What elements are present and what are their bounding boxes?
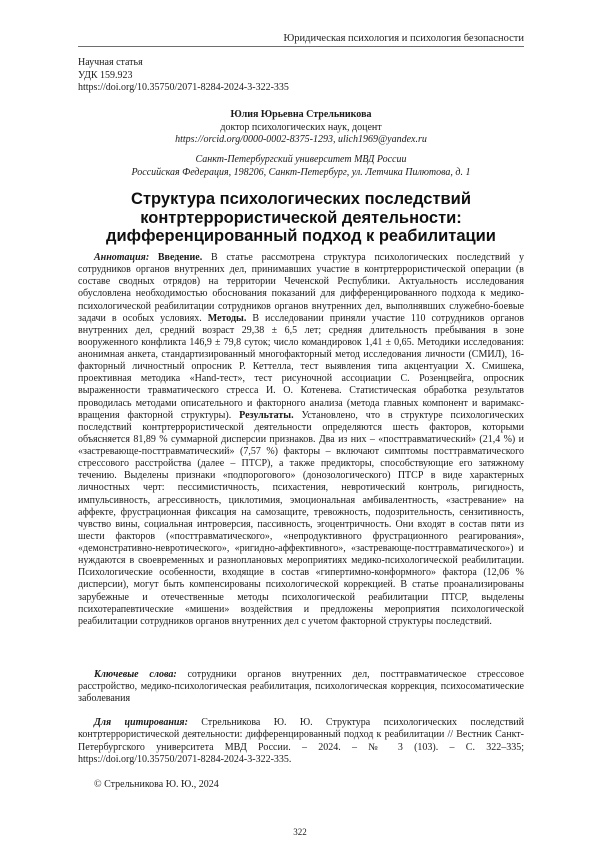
abstract (78, 252, 524, 628)
keywords-label: Ключевые слова: (94, 669, 177, 680)
keywords (78, 669, 524, 706)
udk-code: УДК 159.923 (78, 69, 133, 81)
citation (78, 717, 524, 766)
author-contacts[interactable]: https://orcid.org/0000-0002-8375-1293, ulich1969@yandex.ru (175, 134, 427, 145)
running-header (78, 33, 524, 47)
abstract-intro-label: Введение. (157, 252, 203, 263)
author-degree: доктор психологических наук, доцент (220, 121, 382, 133)
affiliation-address: Российская Федерация, 198206, Санкт-Петербург, ул. Летчика Пилютова, д. 1 (131, 166, 471, 178)
page-number: 322 (293, 827, 307, 837)
abstract-intro-text: В статье рассмотрена структура психологических последствий у сотрудников органов внутренних дел, принимавших участие в контртеррористической операции (в составе сводных отрядов) на территории Чеченской Республики. Актуальность исследования обусловлена необходимостью обоснования показаний для дифференцированного подхода к медико-психологической реабилитации сотрудников органов внутренних дел, выполнявших служебно-боевые задачи в особых условиях. (78, 252, 524, 324)
citation-text: Стрельникова Ю. Ю. Структура психологических последствий контртеррористической деятельности: дифференцированный подход к реабилитации // Вестник Санкт-Петербургского университета МВД России. – 2024. – № 3 (103). – С. 322–335; https://doi.org/10.35750/2071-8284-2024-3-322-335. (78, 717, 524, 765)
article-title: Структура психологических последствий контртеррористической деятельности: дифференцированный подход к реабилитации (106, 190, 496, 245)
affiliation-block (78, 154, 524, 179)
author-block (78, 109, 524, 147)
abstract-methods-text: В исследовании приняли участие 110 сотрудников органов внутренних дел, средний возраст 29,38 ± 6,5 лет; средняя длительность пребывания в зоне вооруженного конфликта 146,9 ± 79,8 суток; число командировок 1,41 ± 0,65. Методики исследования: анонимная анкета, стандартизированный многофакторный метод исследования личности (СМИЛ), 16-факторный личностный опросник Р. Кеттелла, тест выявления типа акцентуации Х. Смишека, проективная методика «Hand-тест», тест рисуночной ассоциации С. Розенцвейга, опросник выраженности травматического стресса И. О. Котенева. Статистическая обработка результатов проводилась методами описательного и факторного анализа (метода главных компонент и варимакс-вращения факторной структуры). (78, 312, 524, 421)
affiliation-university: Санкт-Петербургский университет МВД России (195, 154, 407, 165)
copyright-notice: © Стрельникова Ю. Ю., 2024 (94, 779, 219, 790)
abstract-label: Аннотация: (94, 252, 150, 263)
journal-section-title: Юридическая психология и психология безопасности (283, 33, 524, 44)
abstract-results-text: Установлено, что в структуре психологических последствий контртеррористической деятельности определяются шесть факторов, которыми объясняется 81,89 % суммарной дисперсии признаков. Два из них – «посттравматический» (21,4 %) и «застревающе-посттравматический» (7,57 %) факторы – включают симптомы посттравматического стрессового расстройства (далее – ПТСР), а также предикторы, способствующие его затяжному течению. Выделены признаки «подпорогового» (донозологического) ПТСР в виде характерных личностных черт: пессимистичность, психастения, невротический контроль, ригидность, импульсивность, агрессивность, циклотимия, эмоциональная амбивалентность, «застревание» на аффекте, фрустрационная фиксация на самозащите, тревожность, подозрительность, сензитивность, чувство вины, социальная интроверсия, пассивность, эгоцентричность. Они входят в состав пяти из шести факторов («посттравматического», «непродуктивного фрустрационного реагирования», «демонстративно-невротического», «ригидно-аффективного», «застревающе-посттравматического») и нуждаются в своевременных и разноплановых мероприятиях медико-психологической реабилитации. Психологические особенности, входящие в состав «гипертимно-конформного» фактора (12,06 % дисперсии), могут быть компенсированы психологической коррекцией. В статье проанализированы зарубежные и отечественные методы психологической реабилитации ПТСР, выделены психотерапевтические «мишени» воздействия и предложены мероприятия психологической реабилитации сотрудников органов внутренних дел с учетом факторной структуры последствий. (78, 409, 524, 627)
doi-link[interactable]: https://doi.org/10.35750/2071-8284-2024-3-322-335 (78, 82, 289, 93)
article-meta (78, 57, 289, 95)
abstract-results-label: Результаты. (239, 409, 294, 421)
citation-label: Для цитирования: (94, 717, 188, 728)
article-type: Научная статья (78, 57, 143, 68)
author-name: Юлия Юрьевна Стрельникова (230, 109, 372, 120)
abstract-methods-label: Методы. (207, 312, 247, 324)
keywords-text: сотрудники органов внутренних дел, посттравматическое стрессовое расстройство, медико-психологическая реабилитация, психологическая коррекция, психосоматические заболевания (78, 669, 524, 705)
